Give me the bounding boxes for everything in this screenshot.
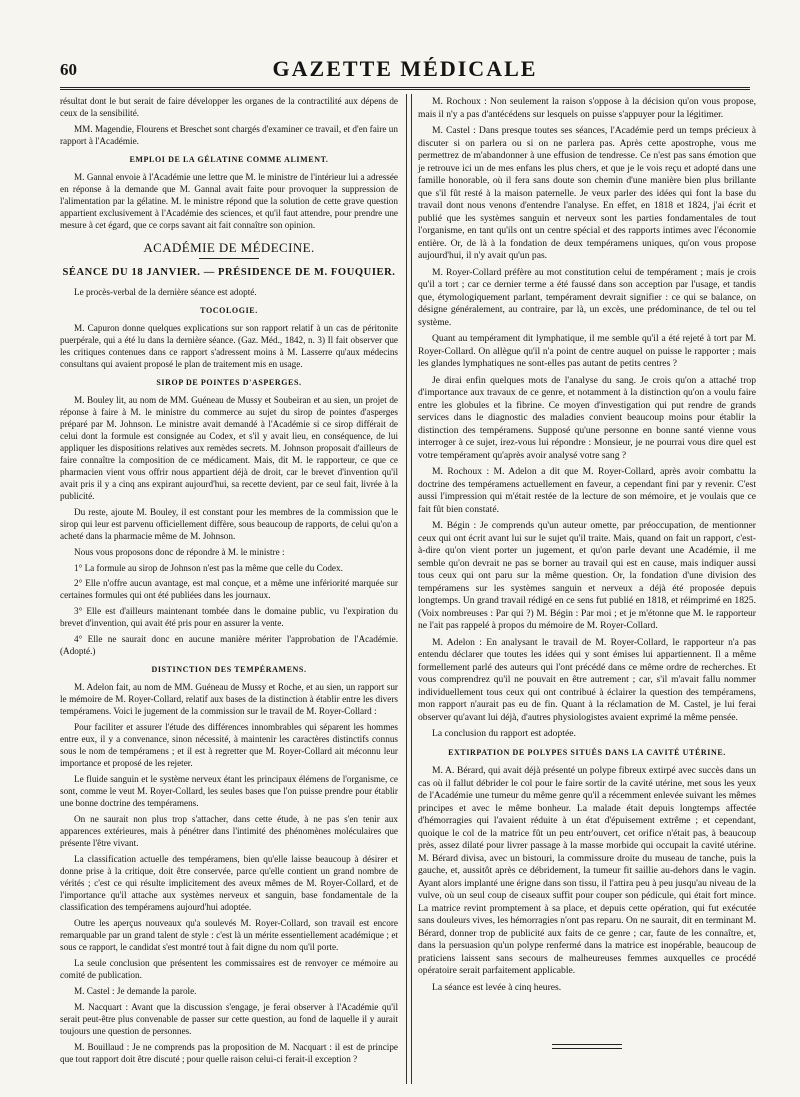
paragraph: Le procès-verbal de la dernière séance est adopté.	[74, 286, 257, 297]
paragraph: M. Castel : Dans presque toutes ses séances, l'Académie perd un temps précieux à discuter si on parlera ou si on ne parlera pas. Après cette apostrophe, vous me permettrez de m'abandonner à une effusion de tendresse. Ce n'est pas sans émotion que je retrouve ici un de mes enfans les plus chers, et que je le vois reçu et adopté dans une famille honorable, où il fera sans doute son chemin d'une manière bien plus brillante que s'il fût resté à la maison paternelle. Je veux parler des idées qui font la base du travail dont nous venons d'entendre l'analyse. En effet, en 1818 et 1824, j'ai écrit et publié que les systèmes sanguin et nerveux sont les parties fondamentales de tout l'organisme, en tant qu'ils ont un centre spécial et des rapports intimes avec l'économie entière. Or, de là à la fondation de deux tempéramens uniques, qu'on vous propose aujourd'hui, il n'y avait qu'un pas.	[418, 125, 756, 261]
newspaper-title: GAZETTE MÉDICALE	[272, 56, 538, 81]
paragraph: 2° Elle n'offre aucun avantage, est mal conçue, et a même une infériorité marquée sur certaines formules qui ont été publiées dans les journaux.	[60, 578, 398, 601]
section-heading-distinction: DISTINCTION DES TEMPÉRAMENS.	[151, 665, 307, 675]
paragraph: résultat dont le but serait de faire développer les organes de la contractilité aux dépens de ceux de la sensibilité.	[60, 96, 398, 118]
section-heading-sirop: SIROP DE POINTES D'ASPERGES.	[156, 377, 302, 387]
paragraph: La conclusion du rapport est adoptée.	[432, 728, 576, 739]
paragraph: M. A. Bérard, qui avait déjà présenté un polype fibreux extirpé avec succès dans un cas où il fallut débrider le col pour le faire sortir de la cavité utérine, met sous les yeux de l'Académie une tumeur du même genre qu'il a récemment enlevée suivant les mêmes principes et avec le même bonheur. La malade était depuis longtemps affectée d'hémorragies qui l'avaient réduite à un état d'épuisement extrême ; et cependant, quoique le col de la matrice fût un peu entr'ouvert, cet orifice n'était pas, à beaucoup près, assez dilaté pour livrer passage à la masse morbide qui occupait la cavité utérine. M. Bérard divisa, avec un bistouri, la commissure droite du museau de tanche, puis la gauche, et, aussitôt après ce débridement, la tumeur fit saillie au-dehors dans le vagin. Ayant alors implanté une érigne dans son tissu, il l'attira peu à peu jusqu'au niveau de la vulve, où un seul coup de ciseaux suffit pour couper son pédicule, qui était fort mince. La matrice revint promptement à sa place, et depuis cette opération, qui fut exécutée sans douleurs vives, les hémorragies n'ont pas reparu. On ne saurait, dit en terminant M. Bérard, donner trop de publicité aux faits de ce genre ; car, faute de les connaître, et, dans la persuasion qu'un polype renfermé dans la matrice est inopérable, beaucoup de praticiens laissent sans secours de malheureuses femmes auxquelles ce procédé opératoire serait parfaitement applicable.	[418, 765, 756, 976]
paragraph: M. Rochoux : M. Adelon a dit que M. Royer-Collard, après avoir combattu la doctrine des tempéramens actuellement en faveur, a cependant fini par y revenir. C'est aussi l'impression qui m'était restée de la lecture de son mémoire, et je voulais que ce fait fût bien constaté.	[418, 466, 756, 515]
paragraph: Outre les aperçus nouveaux qu'a soulevés M. Royer-Collard, son travail est encore remarquable par un grand talent de style : c'est là un mérite essentiellement académique ; et sous ce rapport, le candidat s'est montré tout à fait digne du nom qu'il porte.	[60, 918, 398, 953]
paragraph: M. Royer-Collard préfère au mot constitution celui de tempérament ; mais je crois qu'il a tort ; car ce dernier terme a été faussé dans son acception par l'usage, et tandis que, étymologiquement parlant, tempérament devrait signifier : ce qui se balance, on désigne généralement, au contraire, par là, un excès, une prédominance, de tel ou tel système.	[418, 266, 756, 328]
paragraph: MM. Magendie, Flourens et Breschet sont chargés d'examiner ce travail, et d'en faire un rapport à l'Académie.	[60, 123, 398, 146]
paragraph: La classification actuelle des tempéramens, bien qu'elle laisse beaucoup à désirer et donne prise à la critique, doit être conservée, parce qu'elle contient un grand nombre de vérités ; c'est ce qui résulte implicitement des aveux mêmes de M. Royer-Collard, et de l'importance qu'il attache aux systèmes nerveux et sanguin, base fondamentale de la classification des tempéramens aujourd'hui adoptée.	[60, 854, 398, 913]
paragraph: M. Bouley lit, au nom de MM. Guéneau de Mussy et Soubeiran et au sien, un projet de réponse à faire à M. le ministre du commerce au sujet du sirop de pointes d'asperges préparé par M. Johnson. Le ministre avait demandé à l'Académie si ce sirop différait de celui dont la formule est consignée au Codex, et s'il y avait lieu, en conséquence, de lui appliquer les dispositions relatives aux remèdes secrets. M. Johnson proposait d'ailleurs de faire connaître la composition de ce médicament. Mais, dit M. le rapporteur, ce que ce pharmacien vient vous offrir nous appartient déjà de droit, car le brevet d'invention qu'il avait pris il y a cinq ans expirant aujourd'hui, sa recette devient, par ce seul fait, livrée à la publicité.	[60, 394, 398, 501]
paragraph: On ne saurait non plus trop s'attacher, dans cette étude, à ne pas s'en tenir aux apparences extérieures, mais à pénétrer dans l'intimité des phénomènes moléculaires que présente l'être vivant.	[60, 814, 398, 849]
paragraph: 1° La formule au sirop de Johnson n'est pas la même que celle du Codex.	[74, 562, 343, 573]
paragraph: M. Gannal envoie à l'Académie une lettre que M. le ministre de l'intérieur lui a adressée en réponse à la demande que M. Gannal avait faite pour provoquer la suppression de l'alimentation par la gélatine. M. le ministre répond que la solution de cette grave question appartient exclusivement à l'Académie des sciences, et qu'il faut attendre, pour prendre une mesure à cet égard, que ce corps savant ait fait connaître son opinion.	[60, 171, 398, 230]
paragraph: M. Adelon : En analysant le travail de M. Royer-Collard, le rapporteur n'a pas entendu déclarer que toutes les idées qui y sont émises lui appartiennent. Il a même formellement parlé des auteurs qui l'ont précédé dans ce même ordre de recherches. Et vous comprendrez qu'il ne pouvait en être autrement ; car, s'il m'avait fallu nommer individuellement tous ceux qui ont contribué à éclairer la question des tempéramens, mon rapport n'aurait pas eu de fin. Quant à la réclamation de M. Castel, je lui ferai observer qu'avant lui déjà, d'autres physiologistes avaient exprimé la même pensée.	[418, 636, 756, 723]
paragraph: M. Bouillaud : Je ne comprends pas la proposition de M. Nacquart : il est de principe que tout rapport doit être discuté ; pour quelle raison celui-ci ferait-il exception ?	[60, 1041, 398, 1064]
right-column	[418, 96, 756, 1049]
page-number: 60	[60, 60, 77, 79]
paragraph: Le fluide sanguin et le système nerveux étant les principaux élémens de l'organisme, ce sont, comme le veut M. Royer-Collard, les seules bases que l'on puisse prendre pour établir une bonne doctrine des tempéramens.	[60, 774, 398, 809]
paragraph: M. Capuron donne quelques explications sur son rapport relatif à un cas de péritonite puerpérale, qui a été lu dans la dernière séance. (Gaz. Méd., 1842, n. 3) Il fait observer que les critiques contenues dans ce rapport s'adressent moins à M. Lasserre qu'aux médecins consultans qui avaient proposé le plan de traitement mis en usage.	[60, 322, 398, 369]
end-rule	[552, 1044, 622, 1045]
paragraph: Je dirai enfin quelques mots de l'analyse du sang. Je crois qu'on a attaché trop d'importance aux travaux de ce genre, et notamment à la distinction qu'on a voulu faire entre les globules et la fibrine. Ce moyen d'investigation qui put rendre de grands services dans le diagnostic des maladies convient beaucoup moins pour établir la distinction des tempéramens. Supposé qu'une personne en bonne santé vienne vous interroger à ce sujet, irez-vous lui répondre : Monsieur, je ne pourrai vous dire quel est votre tempérament qu'après avoir analysé votre sang ?	[418, 374, 756, 461]
paragraph: M. Castel : Je demande la parole.	[74, 986, 197, 997]
divider	[199, 258, 259, 259]
paragraph: Quant au tempérament dit lymphatique, il me semble qu'il a été rejeté à tort par M. Royer-Collard. On allègue qu'il n'a point de centre auquel on puisse le rapporter ; mais les glandes lymphatiques ne sont-elles pas autant de petits centres ?	[418, 333, 756, 369]
paragraph: M. Adelon fait, au nom de MM. Guéneau de Mussy et Roche, et au sien, un rapport sur le mémoire de M. Royer-Collard, relatif aux bases de la distinction à établir entre les divers tempéramens. Voici le jugement de la commission sur le travail de M. Royer-Collard :	[60, 682, 398, 717]
section-heading-gelatine: EMPLOI DE LA GÉLATINE COMME ALIMENT.	[129, 154, 329, 164]
section-heading-tocologie: TOCOLOGIE.	[200, 305, 258, 315]
section-heading-polypes: EXTIRPATION DE POLYPES SITUÉS DANS LA CAVITÉ UTÉRINE.	[448, 747, 726, 757]
end-rule	[552, 1048, 622, 1049]
paragraph: La séance est levée à cinq heures.	[432, 981, 562, 993]
page-header	[60, 56, 750, 84]
paragraph: M. Bégin : Je comprends qu'un auteur omette, par préoccupation, de mentionner ceux qui ont écrit avant lui sur le sujet qu'il traite. Mais, quand on fait un rapport, c'est-à-dire qu'on vient porter un jugement, et qu'on parle devant une Académie, il me semble qu'on devrait ne pas se borner au travail qui est en cause, mais indiquer aussi tous ceux qui ont paru sur la même question. Or, la fondation d'une division des tempéramens sur les systèmes sanguin et nerveux a déjà été proposée depuis longtemps. Un grand travail rédigé en ce sens fut publié en 1818, et réimprimé en 1825. (Voix nombreuses : Par qui ?) M. Bégin : Par moi ; et je m'étonne que M. le rapporteur ne l'ait pas rappelé à propos du mémoire de M. Royer-Collard.	[418, 520, 756, 631]
header-rule	[60, 87, 750, 90]
paragraph: La seule conclusion que présentent les commissaires est de renvoyer ce mémoire au comité de publication.	[60, 958, 398, 981]
paragraph: Du reste, ajoute M. Bouley, il est constant pour les membres de la commission que le sirop qui leur est parvenu officiellement diffère, sous beaucoup de rapports, de celui qu'on a acheté dans la pharmacie même de M. Johnson.	[60, 506, 398, 541]
paragraph: M. Rochoux : Non seulement la raison s'oppose à la décision qu'on vous propose, mais il n'y a pas d'antécédens sur lesquels on puisse s'appuyer pour la légitimer.	[418, 96, 756, 120]
paragraph: 3° Elle est d'ailleurs maintenant tombée dans le domaine public, vu l'expiration du brevet d'invention, qui avait été pris pour en assurer la vente.	[60, 606, 398, 629]
paragraph: M. Nacquart : Avant que la discussion s'engage, je ferai observer à l'Académie qu'il serait peut-être plus convenable de passer sur cette question, au fond de laquelle il y aurait toujours une question de personnes.	[60, 1002, 398, 1036]
paragraph: Nous vous proposons donc de répondre à M. le ministre :	[74, 546, 285, 557]
paragraph: Pour faciliter et assurer l'étude des différences innombrables qui séparent les hommes entre eux, il y a convenance, sinon nécessité, à maintenir les caractères distinctifs connus sous le nom de tempéramens ; et il est à regretter que M. Royer-Collard ait méconnu leur importance et proposé de les rejeter.	[60, 722, 398, 769]
section-heading-academie: ACADÉMIE DE MÉDECINE.	[143, 239, 315, 255]
column-separator	[406, 94, 412, 1084]
paragraph: 4° Elle ne saurait donc en aucune manière mériter l'approbation de l'Académie. (Adopté.)	[60, 634, 398, 657]
session-heading: SÉANCE DU 18 JANVIER. — PRÉSIDENCE DE M. FOUQUIER.	[62, 266, 396, 278]
left-column	[60, 96, 398, 1070]
